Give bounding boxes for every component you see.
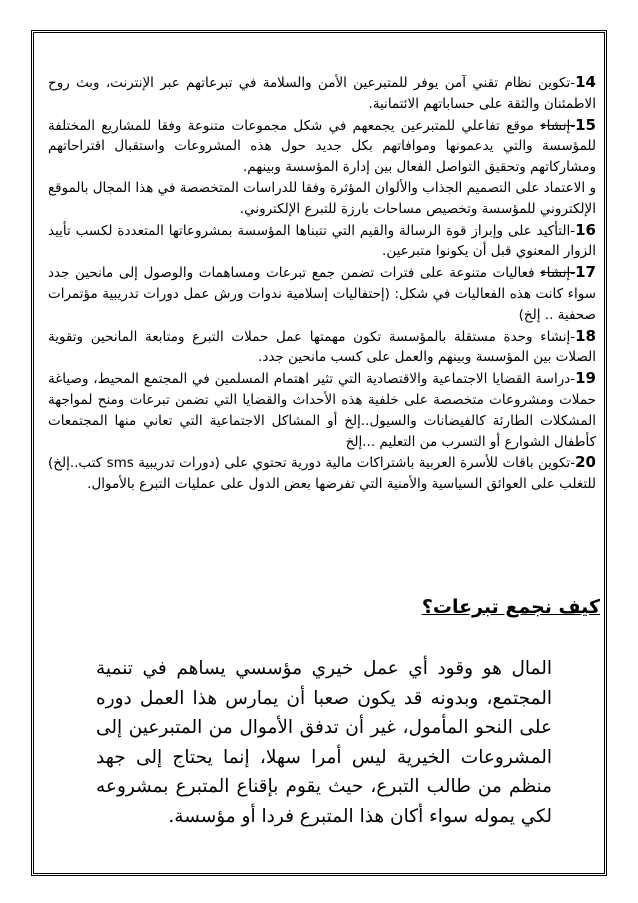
numbered-list bbox=[48, 72, 596, 495]
closing-paragraph: المال هو وقود أي عمل خيري مؤسسي يساهم في تنمية المجتمع، وبدونه قد يكون صعبا أن يمارس هذا العمل دوره على النحو المأمول، غير أن تدفق الأموال من المتبرعين إلى المشروعات الخيرية ليس أمرا سهلا، إنما يحتاج إلى جهد منظم من طالب التبرع، حيث يقوم بإقناع المتبرع بمشروعه لكي يموله سواء أكان هذا المتبرع فردا أو مؤسسة. bbox=[96, 658, 552, 827]
list-item-15-continued: و الاعتماد على التصميم الجذاب والألوان المؤثرة وفقا للدراسات المتخصصة في هذا المجال بالموقع الإلكتروني للمؤسسة وتخصيص مساحات بارزة للتبرع الإلكتروني. bbox=[48, 179, 596, 217]
list-item-18: 18-إنشاء وحدة مستقلة بالمؤسسة تكون مهمتها عمل حملات التبرع ومتابعة المانحين وتقوية الصلات بين المؤسسة وبينهم والعمل على كسب مانحين جدد. bbox=[48, 326, 596, 366]
list-item-16: 16-التأكيد على وإبراز قوة الرسالة والقيم التي تتبناها المؤسسة بمشروعاتها المتعددة لكسب تأييد الزوار المعنوي قبل أن يكونوا متبرعين. bbox=[48, 220, 596, 260]
list-item-19: 19-دراسة القضايا الاجتماعية والاقتصادية التي تثير اهتمام المسلمين في المجتمع المحيط، وصياغة حملات ومشروعات متخصصة على خلفية هذه الأحداث والقضايا التي تضمن تبرعات ومنح لمواجهة المشكلات الطارئة كالفيضانات والسيول..إلخ أو المشاكل الاجتماعية التي تعاني منها المجتمعات كأطفال الشوارع أو التسرب من التعليم ...إلخ bbox=[48, 369, 596, 450]
list-item-15: 15-إنشاء موقع تفاعلي للمتبرعين يجمعهم في شكل مجموعات متنوعة وفقا للمشاريع المختلفة للمؤسسة والتي يدعمونها وموافاتهم بكل جديد حول هذه المشروعات واستقبال اقتراحاتهم ومشاركاتهم وتحقيق التواصل الفعال بين إدارة المؤسسة وبينهم. bbox=[48, 115, 596, 176]
list-item-14: 14-تكوين نظام تقني آمن يوفر للمتبرعين الأمن والسلامة في تبرعاتهم عبر الإنترنت، وبث روح الاطمئنان والثقة على حساباتهم الائتمانية. bbox=[48, 73, 596, 112]
list-item-17: 17-إنشاء فعاليات متنوعة على فترات تضمن جمع تبرعات ومساهمات والوصول إلى مانحين جدد سواء كانت هذه الفعاليات في شكل: (إحتفاليات إسلامية ندوات ورش عمل دورات تدريبية مؤتمرات صحفية .. إلخ) bbox=[48, 263, 596, 323]
list-item-20: 20-تكوين باقات للأسرة العربية باشتراكات مالية دورية تحتوي على (دورات تدريبية sms كتب..إلخ) للتغلب على العوائق السياسية والأمنية التي تفرضها بعض الدول على عمليات التبرع بالأموال. bbox=[48, 453, 596, 493]
section-heading: كيف نجمع تبرعات؟ bbox=[421, 596, 600, 618]
